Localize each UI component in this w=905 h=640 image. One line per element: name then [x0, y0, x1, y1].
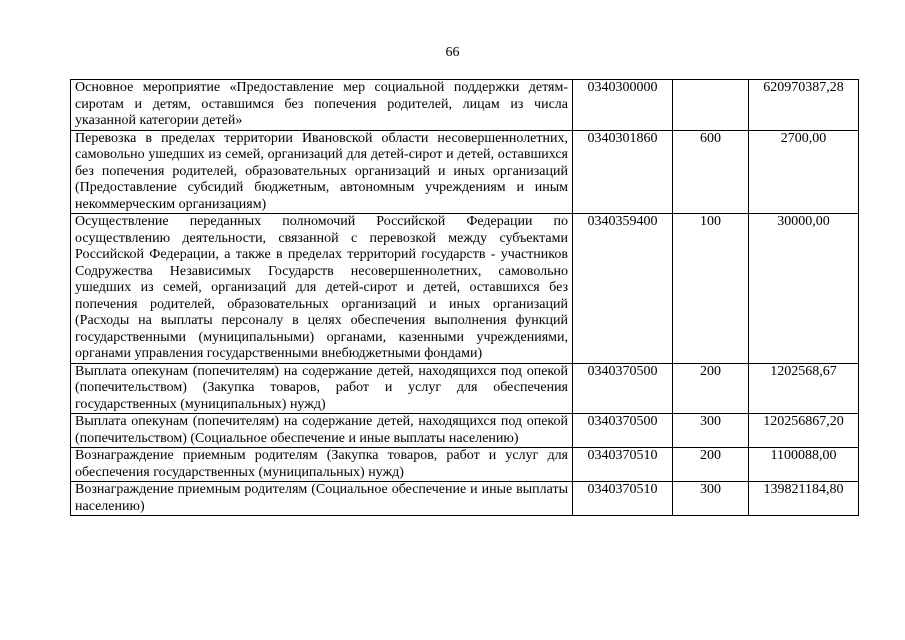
table-row [71, 448, 859, 482]
row-name-cell: Основное мероприятие «Предоставление мер социальной поддержки детям-сиротам и детям, оставшимся без попечения родителей, лицам из числа указанной категории детей» [71, 80, 573, 131]
row-name-cell: Выплата опекунам (попечителям) на содержание детей, находящихся под опекой (попечительством) (Закупка товаров, работ и услуг для обеспечения государственных (муниципальных) нужд) [71, 363, 573, 414]
row-sum-cell: 1100088,00 [749, 448, 859, 482]
row-code-cell: 0340301860 [573, 130, 673, 214]
row-code-cell: 0340300000 [573, 80, 673, 131]
table-row [71, 80, 859, 131]
row-type-cell: 300 [673, 482, 749, 516]
row-type-cell: 200 [673, 363, 749, 414]
row-name-cell: Выплата опекунам (попечителям) на содержание детей, находящихся под опекой (попечительством) (Социальное обеспечение и иные выплаты населению) [71, 414, 573, 448]
table-row [71, 414, 859, 448]
row-name-cell: Вознаграждение приемным родителям (Социальное обеспечение и иные выплаты населению) [71, 482, 573, 516]
row-sum-cell: 120256867,20 [749, 414, 859, 448]
row-sum-cell: 620970387,28 [749, 80, 859, 131]
row-code-cell: 0340370500 [573, 363, 673, 414]
table-row [71, 363, 859, 414]
row-sum-cell: 139821184,80 [749, 482, 859, 516]
table-row [71, 482, 859, 516]
row-type-cell: 100 [673, 214, 749, 364]
table-row [71, 130, 859, 214]
row-type-cell: 300 [673, 414, 749, 448]
row-name-cell: Вознаграждение приемным родителям (Закупка товаров, работ и услуг для обеспечения государственных (муниципальных) нужд) [71, 448, 573, 482]
row-code-cell: 0340370510 [573, 482, 673, 516]
row-code-cell: 0340370510 [573, 448, 673, 482]
table-row [71, 214, 859, 364]
row-code-cell: 0340359400 [573, 214, 673, 364]
row-name-cell: Осуществление переданных полномочий Российской Федерации по осуществлению деятельности, связанной с перевозкой между субъектами Российской Федерации, а также в пределах территорий государств - участников Содружества Независимых Государств несовершеннолетних, самовольно ушедших из семей, организаций для детей-сирот и детей, оставшихся без попечения родителей, образовательных организаций и иных организаций (Расходы на выплаты персоналу в целях обеспечения выполнения функций государственными (муниципальными) органами, казенными учреждениями, органами управления государственными внебюджетными фондами) [71, 214, 573, 364]
row-type-cell [673, 80, 749, 131]
row-name-cell: Перевозка в пределах территории Ивановской области несовершеннолетних, самовольно ушедших из семей, организаций для детей-сирот и детей, оставшихся без попечения родителей, образовательных организаций и иных организаций (Предоставление субсидий бюджетным, автономным учреждениям и иным некоммерческим организациям) [71, 130, 573, 214]
row-sum-cell: 1202568,67 [749, 363, 859, 414]
row-code-cell: 0340370500 [573, 414, 673, 448]
budget-table [70, 79, 859, 516]
row-type-cell: 200 [673, 448, 749, 482]
row-sum-cell: 2700,00 [749, 130, 859, 214]
row-type-cell: 600 [673, 130, 749, 214]
page-number: 66 [445, 45, 460, 60]
row-sum-cell: 30000,00 [749, 214, 859, 364]
